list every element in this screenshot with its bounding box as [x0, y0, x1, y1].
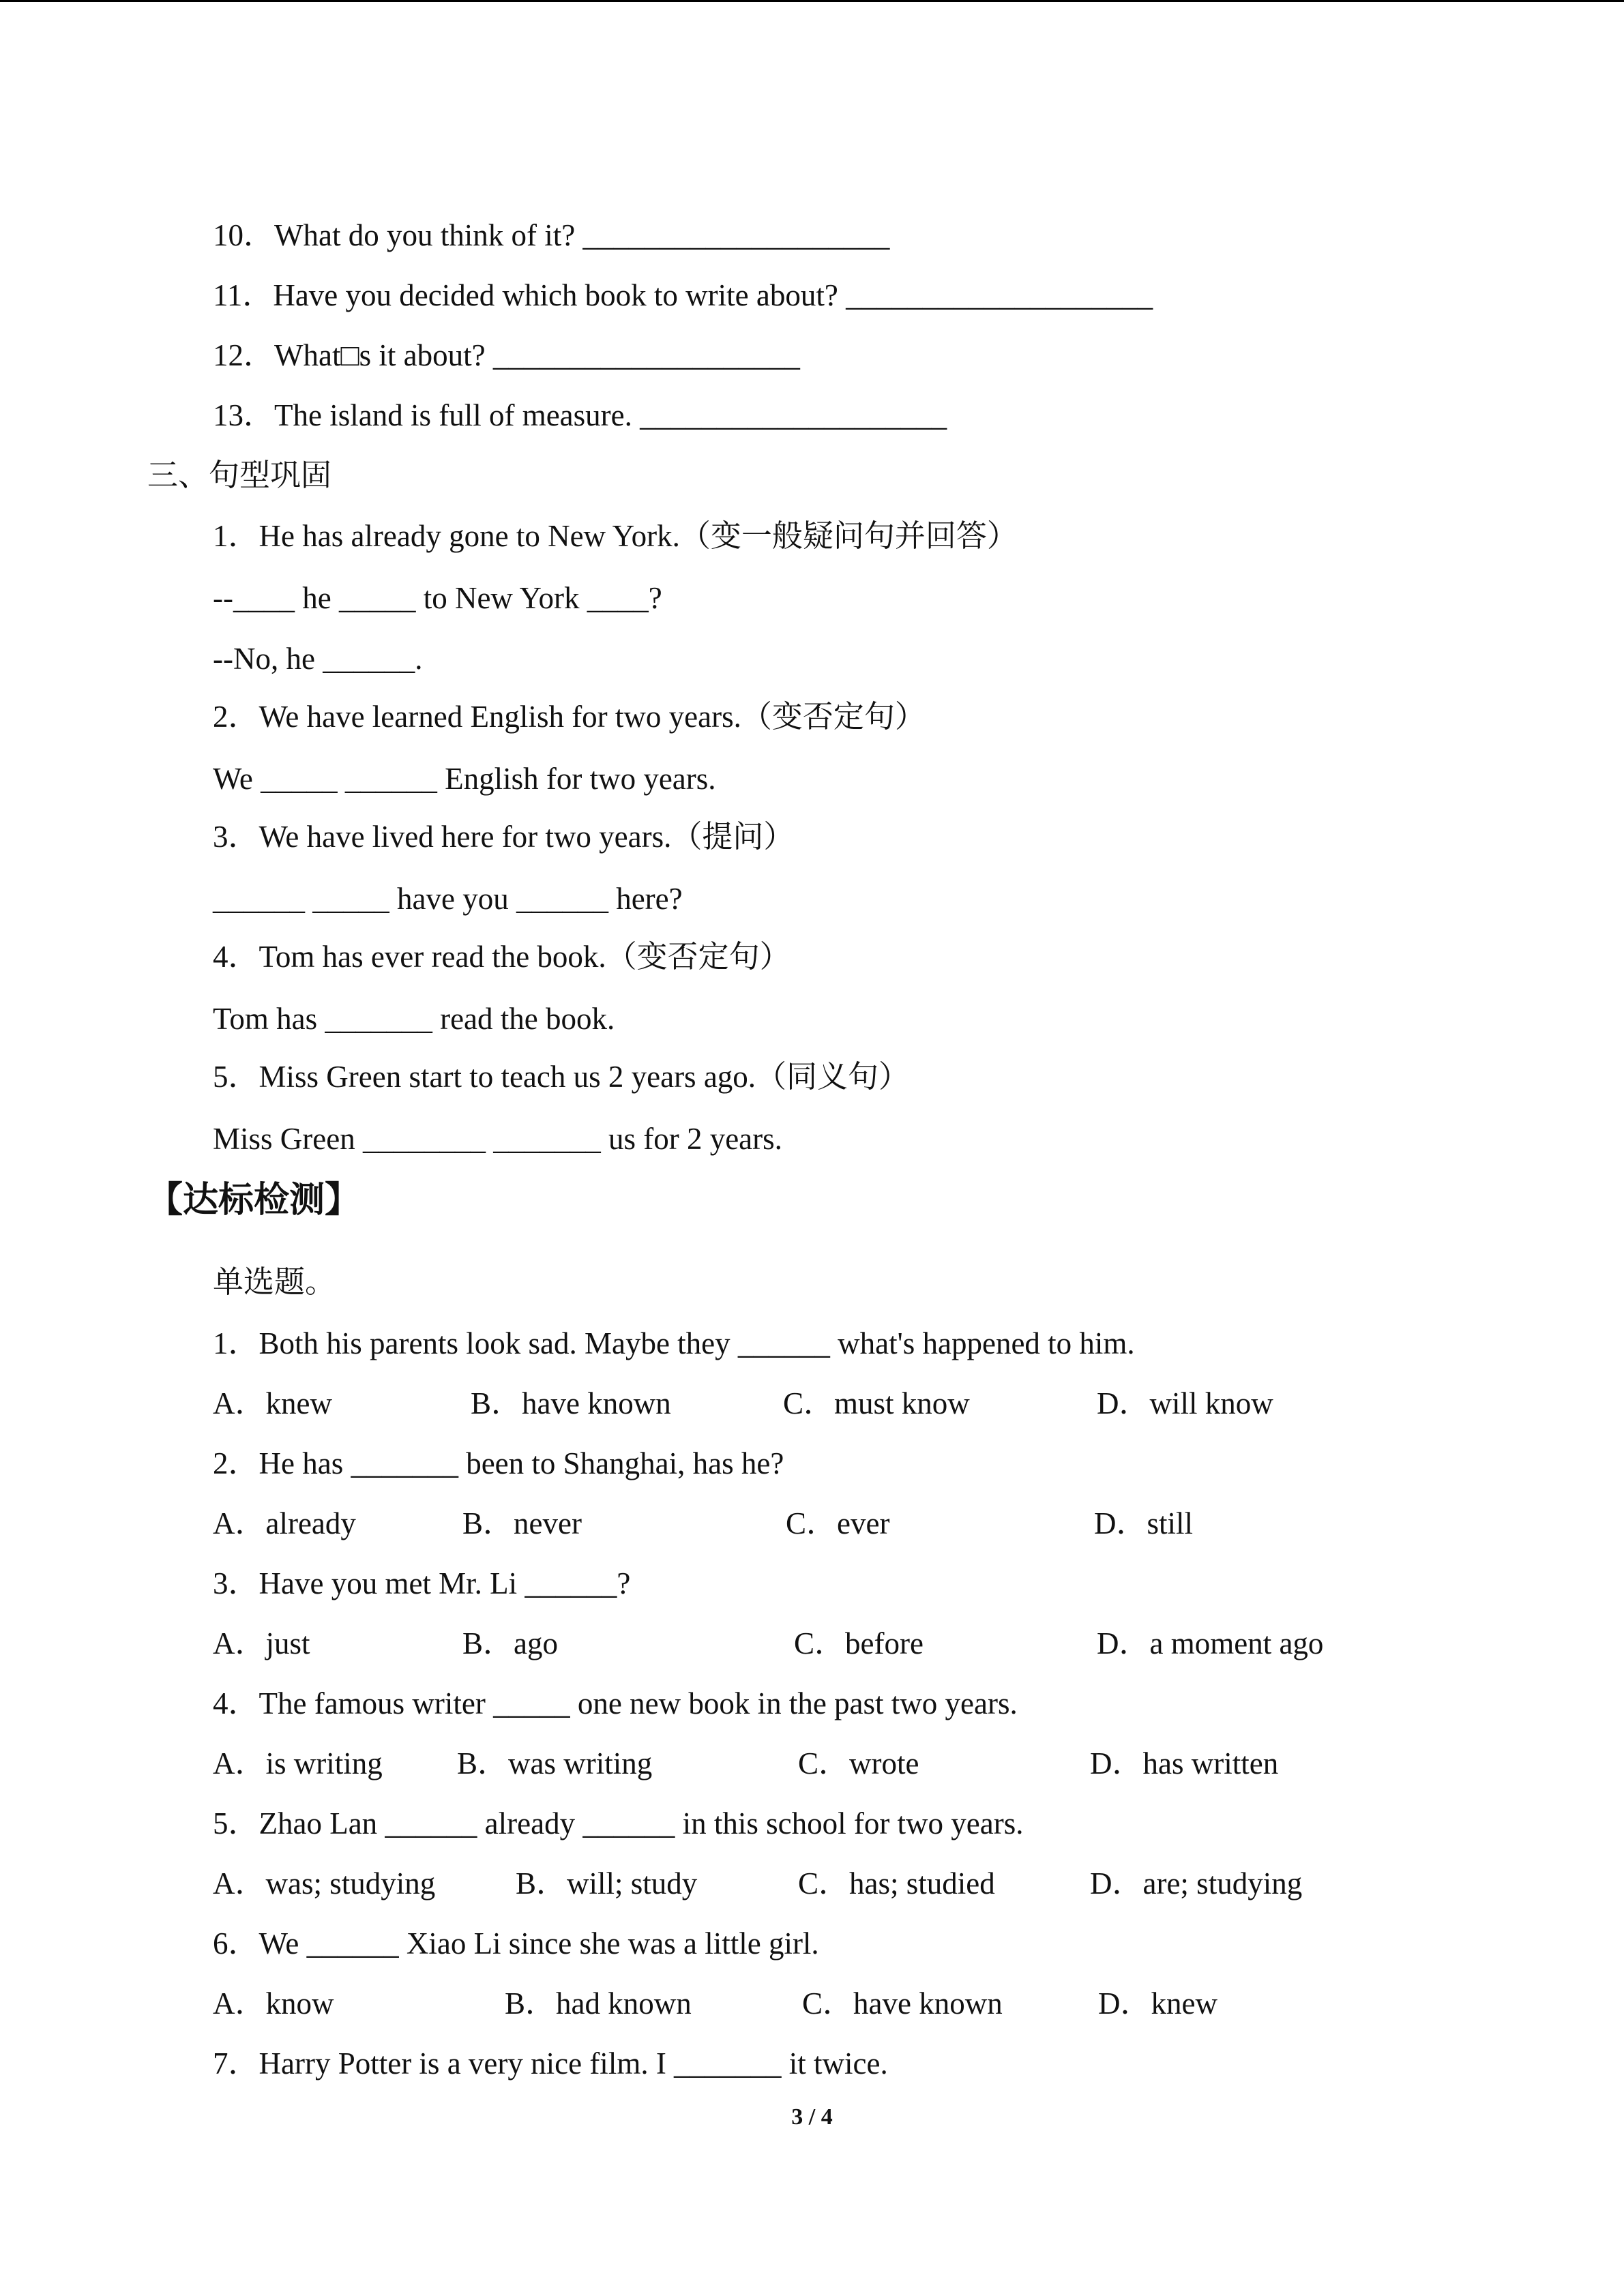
- option-b: B．never: [462, 1506, 582, 1540]
- option-c: C．have known: [802, 1986, 1003, 2021]
- sentence-item: --No, he ______.: [213, 642, 423, 676]
- option-d: D．will know: [1097, 1386, 1273, 1420]
- question-5: 5．Zhao Lan ______ already ______ in this school for two years.: [213, 1806, 1024, 1840]
- option-b: B．had known: [505, 1986, 692, 2021]
- option-c: C．ever: [786, 1506, 890, 1540]
- sentence-item: We _____ ______ English for two years.: [213, 762, 716, 796]
- sentence-item: 1．He has already gone to New York.（变一般疑问句并回答）: [213, 519, 1018, 553]
- sentence-item: Tom has _______ read the book.: [213, 1002, 615, 1036]
- sentence-item: 4．Tom has ever read the book.（变否定句）: [213, 940, 791, 974]
- question-3: 3．Have you met Mr. Li ______?: [213, 1566, 631, 1600]
- option-d: D．has written: [1090, 1746, 1279, 1780]
- test-intro: 单选题。: [213, 1265, 336, 1299]
- sentence-item: 2．We have learned English for two years.（变否定句）: [213, 700, 926, 734]
- question-4: 4．The famous writer _____ one new book in the past two years.: [213, 1686, 1018, 1720]
- fill-line-13: 13．The island is full of measure. ____________________: [213, 398, 947, 432]
- sentence-item: ______ _____ have you ______ here?: [213, 882, 683, 916]
- section-title-sentence-patterns: 三、句型巩固: [147, 458, 332, 492]
- sentence-item: 3．We have lived here for two years.（提问）: [213, 820, 795, 854]
- option-a: A．know: [213, 1986, 334, 2021]
- sentence-item: Miss Green ________ _______ us for 2 years.: [213, 1122, 782, 1156]
- option-a: A．knew: [213, 1386, 332, 1420]
- option-a: A．was; studying: [213, 1866, 436, 1900]
- option-c: C．has; studied: [798, 1866, 995, 1900]
- fill-line-11: 11．Have you decided which book to write about? ____________________: [213, 278, 1153, 312]
- option-a: A．just: [213, 1626, 310, 1660]
- question-7: 7．Harry Potter is a very nice film. I _______ it twice.: [213, 2046, 888, 2081]
- option-b: B．have known: [471, 1386, 671, 1420]
- sentence-item: --____ he _____ to New York ____?: [213, 581, 662, 615]
- option-c: C．before: [794, 1626, 924, 1660]
- option-b: B．will; study: [516, 1866, 698, 1900]
- option-d: D．a moment ago: [1097, 1626, 1324, 1660]
- option-b: B．was writing: [457, 1746, 653, 1780]
- option-d: D．are; studying: [1090, 1866, 1303, 1900]
- option-a: A．already: [213, 1506, 356, 1540]
- question-2: 2．He has _______ been to Shanghai, has he?: [213, 1446, 784, 1480]
- option-a: A．is writing: [213, 1746, 383, 1780]
- question-6: 6．We ______ Xiao Li since she was a little girl.: [213, 1926, 819, 1960]
- option-c: C．wrote: [798, 1746, 919, 1780]
- page-top-border: [0, 0, 1624, 2]
- question-1: 1．Both his parents look sad. Maybe they ______ what's happened to him.: [213, 1326, 1135, 1360]
- page-number: 3 / 4: [791, 2104, 833, 2130]
- option-c: C．must know: [783, 1386, 970, 1420]
- fill-line-12: 12．What□s it about? ____________________: [213, 338, 800, 372]
- fill-line-10: 10．What do you think of it? ____________________: [213, 218, 890, 252]
- option-b: B．ago: [462, 1626, 558, 1660]
- sentence-item: 5．Miss Green start to teach us 2 years ago.（同义句）: [213, 1060, 910, 1094]
- test-heading: 【达标检测】: [147, 1181, 361, 1220]
- option-d: D．still: [1094, 1506, 1194, 1540]
- option-d: D．knew: [1098, 1986, 1217, 2021]
